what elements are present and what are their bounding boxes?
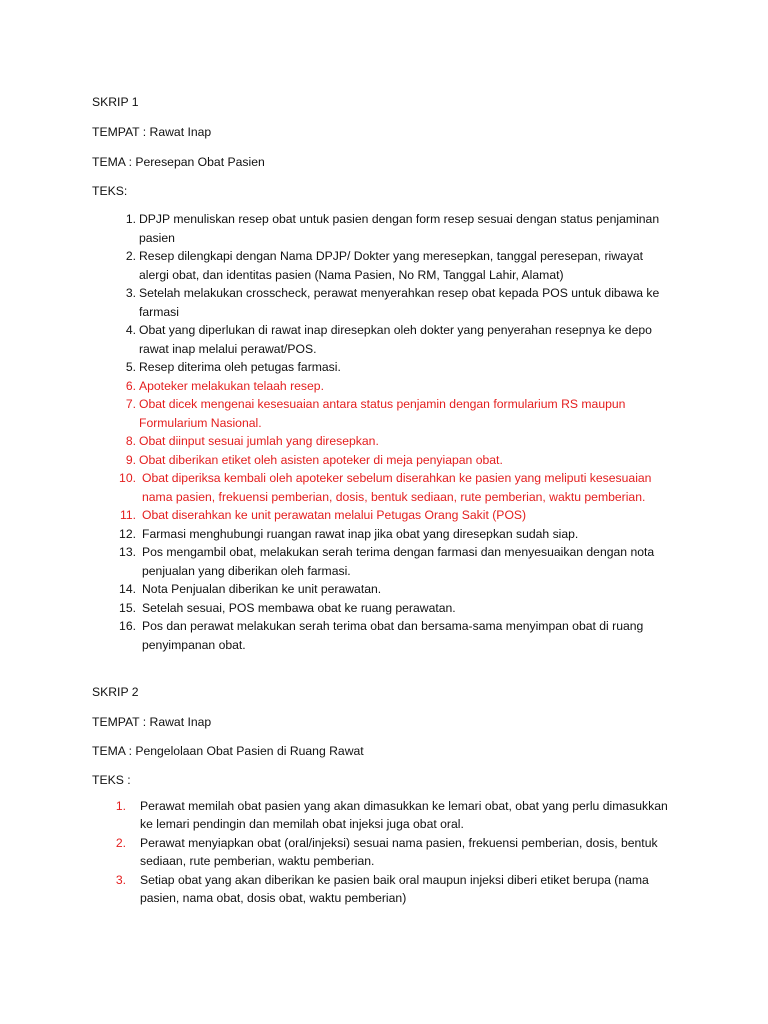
list-item-text: Obat dicek mengenai kesesuaian antara status penjamin dengan formularium RS maupun Formularium Nasional. xyxy=(139,397,626,430)
list-item xyxy=(0,525,768,544)
list-item-number: 5. xyxy=(125,360,136,374)
list-item xyxy=(0,872,768,907)
list-item xyxy=(0,247,768,284)
list-item-text: DPJP menuliskan resep obat untuk pasien dengan form resep sesuai dengan status penjaminan pasien xyxy=(139,212,660,245)
list-item-text: Setelah sesuai, POS membawa obat ke ruang perawatan. xyxy=(142,600,456,615)
list-item-number: 3. xyxy=(115,873,126,887)
list-item-text: Perawat menyiapkan obat (oral/injeksi) sesuai nama pasien, frekuensi pemberian, dosis, bentuk sediaan, rute pemberian, waktu pemberian. xyxy=(140,836,658,868)
list-item-number: 4. xyxy=(125,323,136,337)
skrip1-teks-label: TEKS: xyxy=(92,184,128,198)
skrip2-list xyxy=(0,798,768,909)
list-item-text: Resep diterima oleh petugas farmasi. xyxy=(139,360,341,374)
skrip2-heading: SKRIP 2 xyxy=(92,685,139,699)
skrip2-tema: TEMA : Pengelolaan Obat Pasien di Ruang Rawat xyxy=(92,744,364,758)
list-item-text: Apoteker melakukan telaah resep. xyxy=(139,378,324,393)
skrip1-tema: TEMA : Peresepan Obat Pasien xyxy=(92,155,265,169)
list-item-number: 9. xyxy=(125,452,136,467)
list-item-number: 16. xyxy=(119,619,136,633)
list-item-number: 6. xyxy=(125,378,136,393)
list-item-text: Pos mengambil obat, melakukan serah terima dengan farmasi dan menyesuaikan dengan nota penjualan yang diberikan oleh farmasi. xyxy=(142,545,655,578)
skrip2-teks-label: TEKS : xyxy=(92,773,131,787)
list-item xyxy=(0,451,768,470)
list-item-number: 10. xyxy=(119,471,136,485)
list-item-text: Obat diserahkan ke unit perawatan melalui Petugas Orang Sakit (POS) xyxy=(142,508,527,522)
list-item-number: 7. xyxy=(125,397,136,411)
list-item-number: 12. xyxy=(119,526,136,541)
list-item-text: Obat yang diperlukan di rawat inap diresepkan oleh dokter yang penyerahan resepnya ke depo rawat inap melalui perawat/POS. xyxy=(139,323,652,356)
list-item xyxy=(0,617,768,654)
list-item-text: Nota Penjualan diberikan ke unit perawatan. xyxy=(142,582,382,596)
skrip2-tempat: TEMPAT : Rawat Inap xyxy=(92,715,212,729)
list-item-number: 2. xyxy=(115,836,126,850)
list-item-text: Perawat memilah obat pasien yang akan dimasukkan ke lemari obat, obat yang perlu dimasukkan ke lemari pendingin dan memilah obat injeksi juga obat oral. xyxy=(140,799,668,831)
list-item xyxy=(0,395,768,432)
list-item xyxy=(0,835,768,870)
skrip1-list xyxy=(0,210,768,654)
list-item-number: 11. xyxy=(119,508,136,522)
list-item xyxy=(0,377,768,396)
list-item-text: Pos dan perawat melakukan serah terima obat dan bersama-sama menyimpan obat di ruang penyimpanan obat. xyxy=(142,619,644,652)
list-item xyxy=(0,358,768,377)
list-item-text: Obat diberikan etiket oleh asisten apoteker di meja penyiapan obat. xyxy=(139,452,503,467)
list-item-number: 2. xyxy=(125,249,136,263)
list-item xyxy=(0,432,768,451)
list-item xyxy=(0,506,768,525)
list-item-text: Setiap obat yang akan diberikan ke pasien baik oral maupun injeksi diberi etiket berupa (nama pasien, nama obat, dosis obat, waktu pemberian) xyxy=(140,873,649,905)
list-item-number: 3. xyxy=(125,286,136,300)
list-item-text: Setelah melakukan crosscheck, perawat menyerahkan resep obat kepada POS untuk dibawa ke farmasi xyxy=(139,286,660,319)
list-item-number: 15. xyxy=(119,600,136,615)
skrip1-tempat: TEMPAT : Rawat Inap xyxy=(92,125,212,139)
skrip1-heading: SKRIP 1 xyxy=(92,95,139,109)
list-item xyxy=(0,210,768,247)
list-item-text: Obat diperiksa kembali oleh apoteker sebelum diserahkan ke pasien yang meliputi kesesuaian nama pasien, frekuensi pemberian, dosis, bentuk sediaan, rute pemberian, waktu pemberian. xyxy=(142,471,652,504)
list-item xyxy=(0,321,768,358)
list-item-number: 1. xyxy=(125,212,136,226)
list-item xyxy=(0,798,768,833)
list-item xyxy=(0,284,768,321)
list-item-number: 13. xyxy=(119,545,136,559)
list-item xyxy=(0,469,768,506)
list-item-text: Farmasi menghubungi ruangan rawat inap jika obat yang diresepkan sudah siap. xyxy=(142,526,579,541)
list-item xyxy=(0,543,768,580)
list-item-number: 1. xyxy=(115,799,126,813)
list-item-number: 14. xyxy=(119,582,136,596)
list-item-text: Resep dilengkapi dengan Nama DPJP/ Dokter yang meresepkan, tanggal peresepan, riwayat alergi obat, dan identitas pasien (Nama Pasien, No RM, Tanggal Lahir, Alamat) xyxy=(139,249,644,282)
list-item xyxy=(0,599,768,618)
list-item-text: Obat diinput sesuai jumlah yang diresepkan. xyxy=(139,434,379,448)
list-item-number: 8. xyxy=(125,434,136,448)
list-item xyxy=(0,580,768,599)
